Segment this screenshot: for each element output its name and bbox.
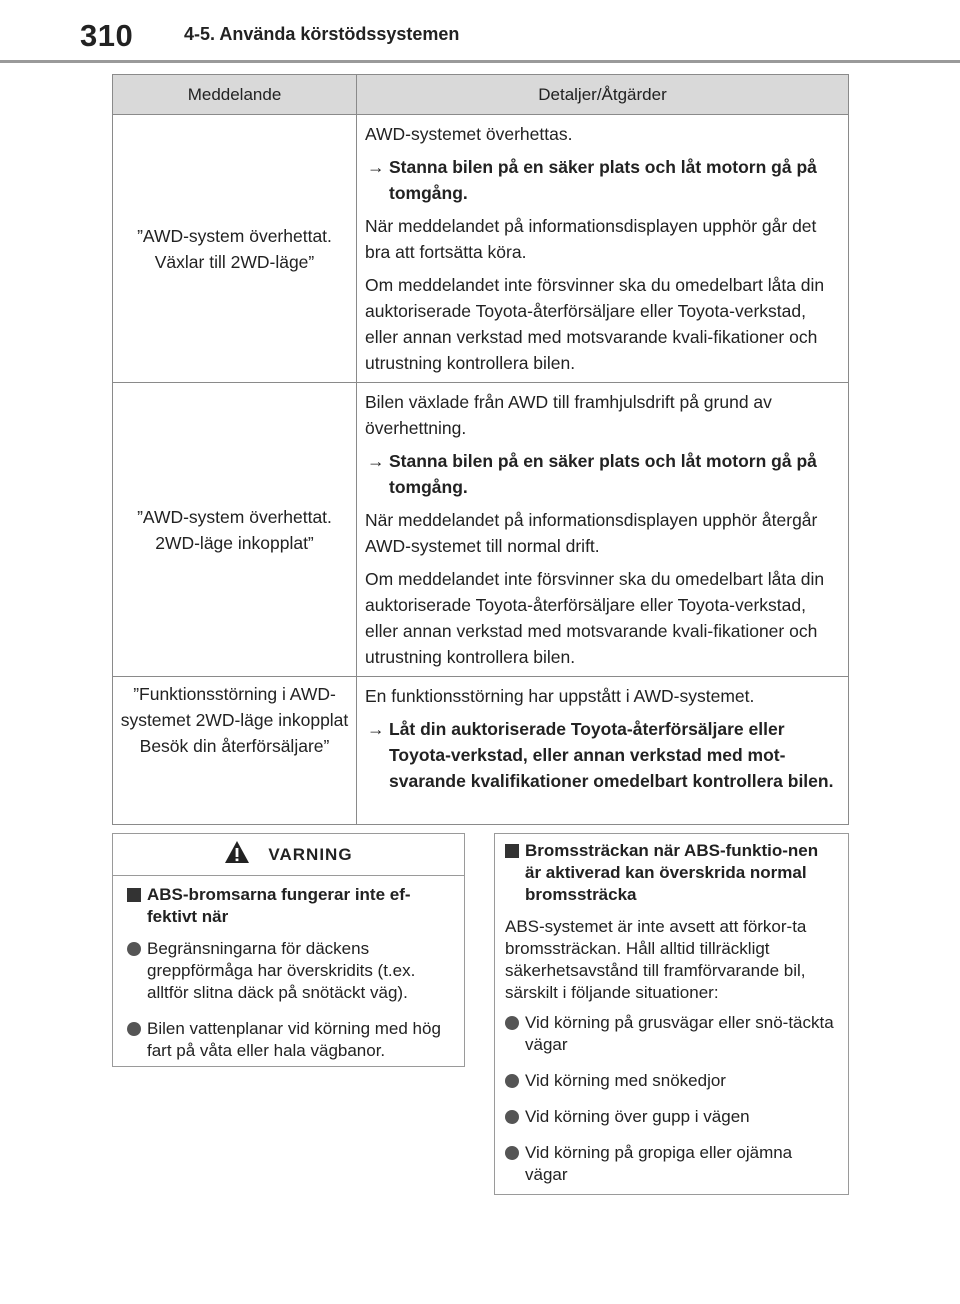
table-row [113, 383, 849, 677]
right-arrow-icon: → [367, 451, 385, 471]
message-cell: ”AWD-system överhettat. 2WD-läge inkopplat” [113, 383, 357, 677]
details-cell [357, 677, 849, 825]
circle-bullet-icon [505, 1074, 519, 1088]
list-item-text: Vid körning på grusvägar eller snö-täckta vägar [525, 1013, 834, 1054]
detail-text: Om meddelandet inte försvinner ska du omedelbart låta din auktoriserade Toyota-återförsäljare eller Toyota-verkstad, eller annan verkstad med motsvarande kvali-fikationer och utrustning kontrollera bilen. [365, 275, 825, 373]
warning-header [113, 834, 464, 876]
warning-title: VARNING [268, 844, 353, 864]
circle-bullet-icon [127, 1022, 141, 1036]
circle-bullet-icon [127, 942, 141, 956]
list-item-text: Vid körning på gropiga eller ojämna vägar [525, 1143, 793, 1184]
circle-bullet-icon [505, 1110, 519, 1124]
action-step [365, 716, 840, 794]
message-cell: ”AWD-system överhettat. Växlar till 2WD-läge” [113, 115, 357, 383]
detail-text: AWD-systemet överhettas. [365, 124, 573, 144]
right-arrow-icon: → [367, 157, 385, 177]
warning-heading-text: ABS-bromsarna fungerar inte ef-fektivt när [147, 885, 411, 926]
details-cell [357, 383, 849, 677]
column-header-message: Meddelande [113, 75, 357, 115]
message-table [112, 74, 849, 825]
column-header-details: Detaljer/Åtgärder [357, 75, 849, 115]
page-number: 310 [80, 18, 134, 53]
list-item-text: Vid körning med snökedjor [525, 1071, 726, 1090]
circle-bullet-icon [505, 1016, 519, 1030]
warning-box [112, 833, 465, 1067]
detail-text: Bilen växlade från AWD till framhjulsdrift på grund av överhettning. [365, 392, 772, 438]
list-item [505, 1012, 834, 1056]
action-step [365, 448, 840, 500]
list-item-text: Bilen vattenplanar vid körning med hög fart på våta eller hala vägbanor. [147, 1019, 441, 1060]
action-step [365, 154, 840, 206]
warning-triangle-icon [224, 840, 250, 869]
list-item-text: Begränsningarna för däckens greppförmåga har överskridits (t.ex. alltför slitna däck på snötäckt väg). [147, 939, 416, 1002]
table-row [113, 115, 849, 383]
list-item [505, 1106, 834, 1128]
list-item [127, 938, 450, 1004]
square-bullet-icon [505, 844, 519, 858]
square-bullet-icon [127, 888, 141, 902]
header-divider [0, 60, 960, 63]
right-arrow-icon: → [367, 719, 385, 739]
action-text: Stanna bilen på en säker plats och låt motorn gå på tomgång. [389, 157, 817, 203]
table-header-row [113, 75, 849, 115]
detail-text: När meddelandet på informationsdisplayen upphör går det bra att fortsätta köra. [365, 216, 817, 262]
page-header [0, 0, 960, 62]
info-heading-text: Bromssträckan när ABS-funktio-nen är aktiverad kan överskrida normal bromssträcka [525, 841, 819, 904]
message-cell: ”Funktionsstörning i AWD-systemet 2WD-läge inkopplat Besök din återförsäljare” [113, 677, 357, 825]
detail-text: När meddelandet på informationsdisplayen upphör återgår AWD-systemet till normal drift. [365, 510, 818, 556]
list-item [505, 1142, 834, 1186]
action-text: Låt din auktoriserade Toyota-återförsäljare eller Toyota-verkstad, eller annan verkstad med mot-svarande kvalifikationer omedelbart kontrollera bilen. [389, 719, 834, 791]
circle-bullet-icon [505, 1146, 519, 1160]
section-title: 4-5. Använda körstödssystemen [184, 24, 460, 44]
detail-text: En funktionsstörning har uppstått i AWD-systemet. [365, 686, 755, 706]
list-item [505, 1070, 834, 1092]
info-box [494, 833, 849, 1195]
list-item [127, 1018, 450, 1062]
action-text: Stanna bilen på en säker plats och låt motorn gå på tomgång. [389, 451, 817, 497]
warning-heading [127, 884, 450, 928]
table-row [113, 677, 849, 825]
info-text: ABS-systemet är inte avsett att förkor-ta bromssträckan. Håll alltid tillräckligt säkerhetsavstånd till framförvarande bil, särskilt i följande situationer: [505, 917, 807, 1002]
details-cell [357, 115, 849, 383]
info-heading [505, 840, 834, 906]
detail-text: Om meddelandet inte försvinner ska du omedelbart låta din auktoriserade Toyota-återförsäljare eller Toyota-verkstad, eller annan verkstad med motsvarande kvali-fikationer och utrustning kontrollera bilen. [365, 569, 825, 667]
list-item-text: Vid körning över gupp i vägen [525, 1107, 750, 1126]
